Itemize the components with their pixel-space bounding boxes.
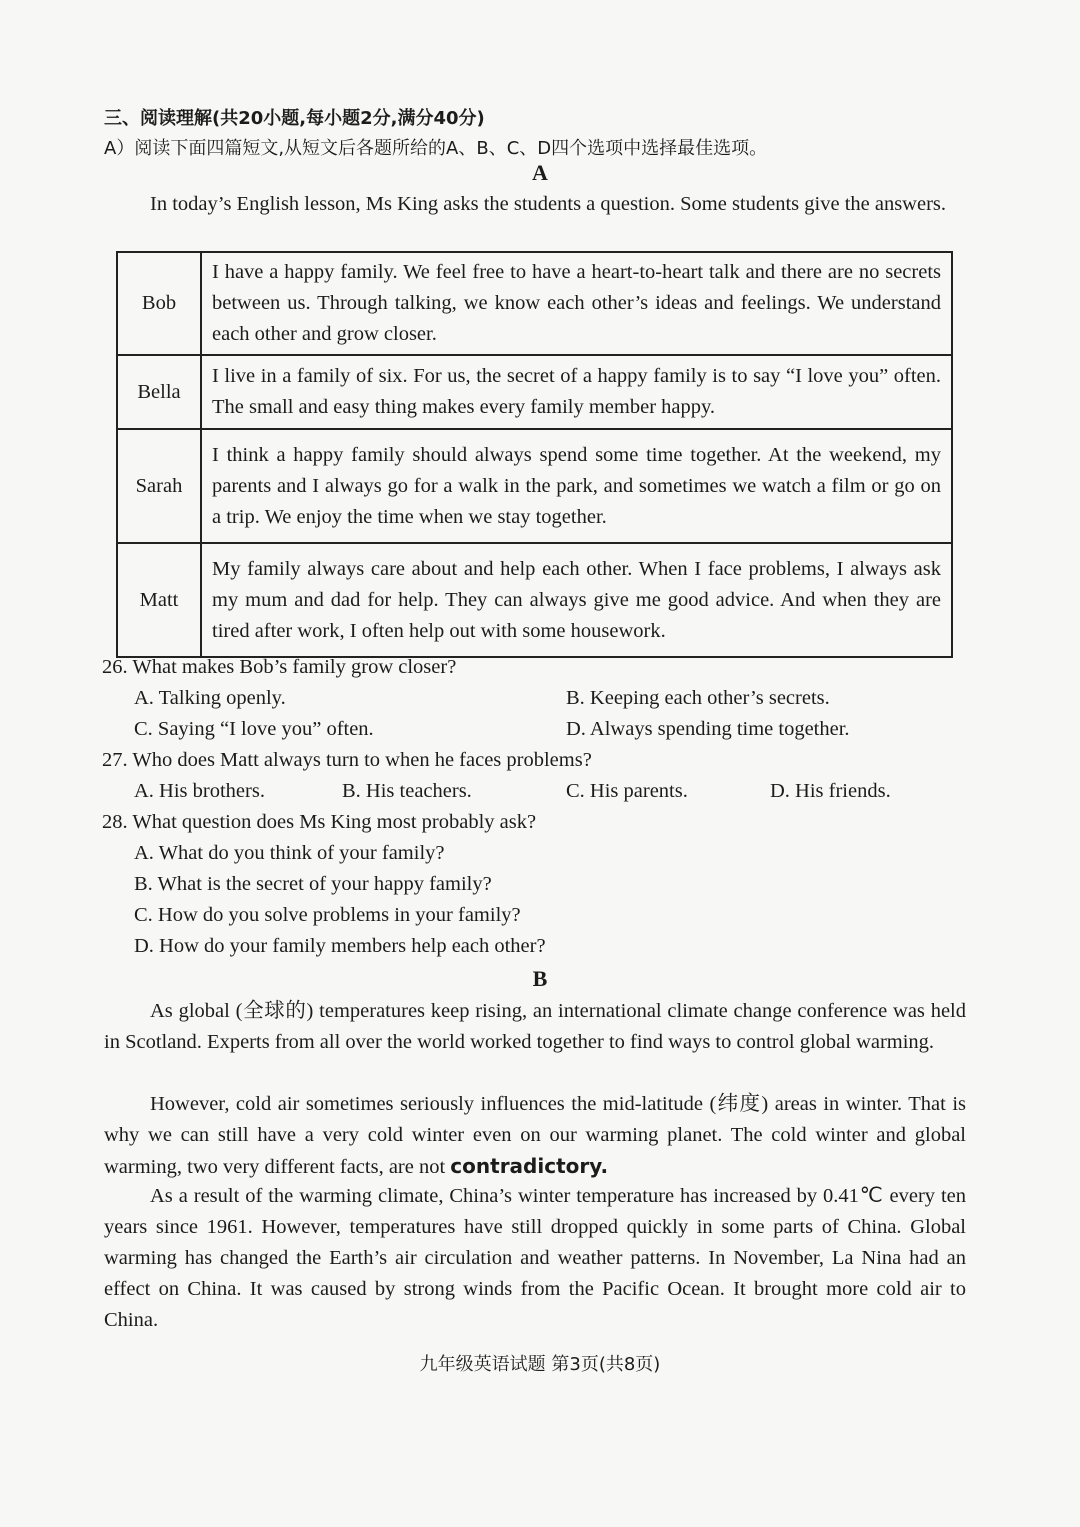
q27-option-c[interactable]: C. His parents.: [566, 780, 688, 802]
student-name: Matt: [117, 543, 201, 657]
table-row: [117, 543, 952, 657]
table-row: [117, 252, 952, 355]
student-answers-table: [116, 251, 953, 658]
question-27: 27. Who does Matt always turn to when he faces problems?: [102, 749, 592, 771]
q27-option-b[interactable]: B. His teachers.: [342, 780, 472, 802]
bold-word-contradictory: contradictory.: [450, 1154, 609, 1178]
table-row: [117, 355, 952, 429]
para-2-text: However, cold air sometimes seriously influences the mid-latitude (纬度) areas in winter. That is why we can still have a very cold winter even on our warming planet. The cold winter and global warming, two very different facts, are not: [104, 1093, 966, 1178]
passage-b-para-1: As global (全球的) temperatures keep rising, an international climate change conference was held in Scotland. Experts from all over the world worked together to find ways to control global warming.: [104, 1000, 966, 1053]
q27-option-d[interactable]: D. His friends.: [770, 780, 891, 802]
q28-option-a[interactable]: A. What do you think of your family?: [134, 842, 445, 864]
passage-a-letter: A: [532, 160, 548, 185]
student-answer: I live in a family of six. For us, the secret of a happy family is to say “I love you” often. The small and easy thing makes every family member happy.: [201, 355, 952, 429]
student-answer: My family always care about and help each other. When I face problems, I always ask my mum and dad for help. They can always give me good advice. And when they are tired after work, I often help out with some housework.: [201, 543, 952, 657]
passage-b-letter: B: [532, 966, 548, 991]
student-answer: I have a happy family. We feel free to have a heart-to-heart talk and there are no secrets between us. Through talking, we know each other’s ideas and feelings. We understand each other and grow closer.: [201, 252, 952, 355]
q26-option-c[interactable]: C. Saying “I love you” often.: [134, 718, 374, 740]
page-footer: 九年级英语试题 第3页(共8页): [419, 1354, 661, 1375]
question-28: 28. What question does Ms King most probably ask?: [102, 811, 537, 833]
q26-option-a[interactable]: A. Talking openly.: [134, 687, 286, 709]
student-name: Bella: [117, 355, 201, 429]
passage-b-para-3: As a result of the warming climate, China’s winter temperature has increased by 0.41℃ every ten years since 1961. However, temperatures have still dropped quickly in some parts of China. Global warming has changed the Earth’s air circulation and weather patterns. In November, La Nina had an effect on China. It was caused by strong winds from the Pacific Ocean. It brought more cold air to China.: [104, 1185, 966, 1331]
q27-option-a[interactable]: A. His brothers.: [134, 780, 265, 802]
q28-option-c[interactable]: C. How do you solve problems in your family?: [134, 904, 521, 926]
table-row: [117, 429, 952, 543]
q26-option-d[interactable]: D. Always spending time together.: [566, 718, 850, 740]
q26-option-b[interactable]: B. Keeping each other’s secrets.: [566, 687, 830, 709]
student-name: Sarah: [117, 429, 201, 543]
section-heading: 三、阅读理解(共20小题,每小题2分,满分40分): [104, 108, 485, 129]
q28-option-d[interactable]: D. How do your family members help each other?: [134, 935, 546, 957]
student-answer: I think a happy family should always spend some time together. At the weekend, my parents and I always go for a walk in the park, and sometimes we watch a film or go on a trip. We enjoy the time when we stay together.: [201, 429, 952, 543]
instructions: A）阅读下面四篇短文,从短文后各题所给的A、B、C、D四个选项中选择最佳选项。: [104, 138, 768, 159]
passage-b-para-2: [104, 1089, 966, 1183]
question-26: 26. What makes Bob’s family grow closer?: [102, 656, 457, 678]
student-name: Bob: [117, 252, 201, 355]
passage-a-intro: In today’s English lesson, Ms King asks the students a question. Some students give the answers.: [150, 193, 947, 215]
q28-option-b[interactable]: B. What is the secret of your happy family?: [134, 873, 492, 895]
